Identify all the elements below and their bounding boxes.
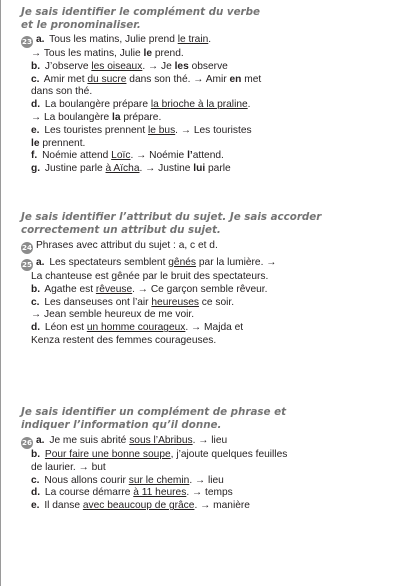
item-letter: e. — [31, 500, 40, 512]
text-segment: prépare. — [120, 111, 162, 123]
item-letter: a. — [36, 257, 45, 268]
exercise-line — [21, 322, 321, 335]
exercise-24 — [21, 240, 321, 254]
text-segment: . → Justine — [139, 163, 194, 175]
underlined-phrase: les oiseaux — [91, 60, 143, 72]
text-segment: parle — [205, 163, 231, 175]
exercise-line — [21, 86, 261, 99]
item-letter: b. — [31, 449, 41, 460]
text-segment: Je me suis abrité — [49, 435, 130, 446]
text-segment: Amir met — [43, 73, 88, 85]
text-segment: . — [208, 34, 212, 45]
exercise-line — [21, 335, 321, 348]
item-letter: c. — [31, 296, 40, 308]
text-segment: Justine parle — [44, 163, 106, 175]
text-segment: met — [241, 73, 262, 85]
underlined-phrase: du sucre — [87, 73, 127, 85]
exercise-23 — [21, 34, 261, 176]
text-segment: . — [247, 99, 251, 111]
underlined-phrase: la brioche à la praline — [150, 99, 248, 111]
exercise-line — [21, 487, 287, 500]
exercise-line — [21, 61, 261, 74]
exercise-line — [21, 99, 261, 112]
text-segment: dans son thé. → Amir — [126, 73, 230, 85]
text-segment: Tous les matins, Julie prend — [49, 34, 178, 45]
exercise-number-badge: 23 — [21, 37, 32, 46]
underlined-phrase: sous l’Abribus — [129, 435, 193, 446]
exercise-line — [21, 271, 321, 284]
exercise-line — [21, 163, 261, 176]
exercise-line — [21, 435, 287, 449]
text-segment: → Jean semble heureux de me voir. — [31, 309, 195, 321]
underlined-phrase: heureuses — [151, 296, 199, 308]
text-segment: Léon est — [44, 322, 87, 334]
pronoun-bold: en — [229, 73, 242, 85]
item-letter: f. — [31, 150, 38, 162]
page-margin-line — [0, 0, 1, 586]
text-segment: . → Je — [142, 60, 175, 72]
text-segment: ce soir. — [198, 296, 235, 308]
underlined-phrase: un homme courageux — [86, 322, 186, 334]
exercise-line: 24 Phrases avec attribut du sujet : a, c et d. — [21, 240, 218, 252]
text-segment: . → Les touristes — [175, 124, 252, 136]
pronoun-bold: le — [143, 48, 152, 59]
item-letter: d. — [31, 99, 41, 111]
text-segment: Noémie attend — [42, 150, 112, 162]
pronoun-bold: le — [31, 137, 40, 149]
section-complement-phrase — [21, 406, 287, 513]
text-segment: Kenza restent des femmes courageuses. — [31, 334, 217, 346]
exercise-number-badge: 24 — [21, 243, 32, 252]
text-segment: Nous allons courir — [44, 474, 129, 486]
section-heading: Je sais identifier un complément de phrase et indiquer l’information qu’il donne. — [21, 406, 286, 431]
text-segment: → La boulangère — [31, 111, 112, 123]
underlined-phrase: à 11 heures — [133, 487, 187, 499]
exercise-line — [21, 150, 261, 163]
text-segment: La course démarre — [44, 487, 134, 499]
text-segment: , j’ajoute quelques feuilles — [170, 449, 288, 460]
text-segment: Il danse — [44, 500, 83, 512]
item-letter: a. — [36, 34, 45, 45]
item-letter: b. — [31, 283, 41, 295]
underlined-phrase: le train — [177, 34, 209, 45]
pronoun-bold: l’ — [187, 150, 193, 162]
text-segment: Les spectateurs semblent — [49, 257, 169, 268]
text-segment: prennent. — [39, 137, 86, 149]
section-complement-verbe — [21, 6, 261, 176]
text-segment: de laurier. → but — [31, 461, 106, 473]
exercise-line — [21, 462, 287, 475]
text-segment: . → manière — [194, 500, 250, 512]
exercise-line — [21, 74, 261, 87]
underlined-phrase: rêveuse — [95, 283, 133, 295]
item-letter: d. — [31, 322, 41, 334]
text-segment: dans son thé. — [31, 86, 93, 98]
pronoun-bold: les — [174, 60, 189, 72]
exercise-line — [21, 309, 321, 322]
underlined-phrase: le bus — [147, 124, 176, 136]
text-segment: observe — [188, 60, 228, 72]
text-segment: Agathe est — [44, 283, 96, 295]
item-letter: c. — [31, 73, 40, 85]
exercise-line — [21, 500, 287, 513]
item-letter: g. — [31, 163, 41, 175]
section-heading: Je sais identifier le complément du verbe et le pronominaliser. — [21, 6, 260, 31]
section-attribut-sujet — [21, 211, 321, 348]
exercise-number-badge: 25 — [21, 260, 32, 269]
underlined-phrase: avec beaucoup de grâce — [82, 500, 195, 512]
exercise-line — [21, 297, 321, 310]
text-segment: attend. — [192, 150, 224, 162]
exercise-25 — [21, 257, 321, 348]
text-segment: Les danseuses ont l’air — [44, 296, 152, 308]
text-segment: par la lumière. → — [196, 257, 277, 268]
exercise-line — [21, 449, 287, 462]
exercise-line — [21, 125, 261, 138]
text-segment: . → Noémie — [130, 150, 188, 162]
text-segment: La chanteuse est gênée par le bruit des spectateurs. — [31, 271, 269, 282]
item-letter: a. — [36, 435, 45, 446]
text-segment: . → temps — [186, 487, 233, 499]
exercise-line — [21, 34, 261, 48]
exercise-line — [21, 284, 321, 297]
exercise-line — [21, 138, 261, 151]
exercise-26 — [21, 435, 287, 513]
text-segment: . → Ce garçon semble rêveur. — [132, 283, 268, 295]
text-segment: J’observe — [44, 60, 92, 72]
item-letter: e. — [31, 124, 40, 136]
exercise-line — [21, 257, 321, 271]
pronoun-bold: lui — [193, 163, 206, 175]
section-heading: Je sais identifier l’attribut du sujet. Je sais accorder correctement un attribut du sujet. — [21, 211, 322, 236]
pronoun-bold: la — [112, 111, 121, 123]
text-segment: . → Majda et — [185, 322, 244, 334]
underlined-phrase: Pour faire une bonne soupe — [44, 449, 171, 460]
item-letter: c. — [31, 474, 40, 486]
text-segment: prend. — [151, 48, 184, 59]
exercise-number-badge: 26 — [21, 438, 32, 447]
text-segment: . → lieu — [189, 474, 224, 486]
underlined-phrase: sur le chemin — [128, 474, 190, 486]
exercise-line — [21, 112, 261, 125]
text-segment: . → lieu — [192, 435, 228, 446]
text-segment: La boulangère prépare — [44, 99, 151, 111]
exercise-line — [21, 48, 261, 61]
underlined-phrase: Loïc — [111, 150, 131, 162]
exercise-line — [21, 475, 287, 488]
text-segment: Les touristes prennent — [44, 124, 148, 136]
underlined-phrase: gênés — [168, 257, 197, 268]
underlined-phrase: à Aïcha — [105, 163, 140, 175]
item-letter: d. — [31, 487, 41, 499]
text-segment: → Tous les matins, Julie — [31, 48, 144, 59]
item-letter: b. — [31, 60, 41, 72]
